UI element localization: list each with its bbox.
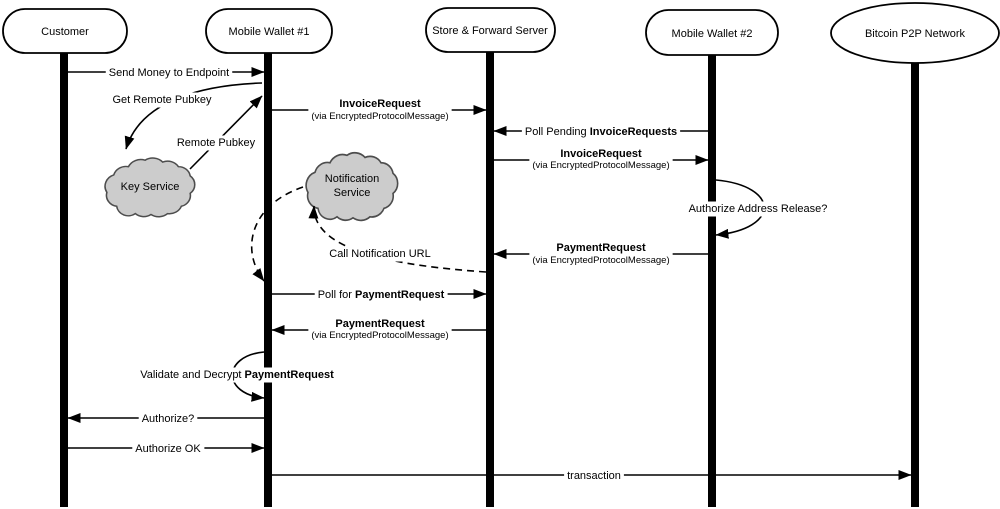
actor-mobile-wallet-1-label: Mobile Wallet #1 <box>228 26 310 38</box>
label-call-notification-url: Call Notification URL <box>329 248 431 260</box>
message-labels <box>106 66 831 484</box>
arrow-notify-wallet <box>252 187 303 281</box>
label-validate-and-decrypt <box>140 369 334 381</box>
label-poll-pending-invoice-requests <box>525 126 677 138</box>
label-part-prefix: Validate and Decrypt <box>140 369 245 381</box>
lifelines <box>60 52 919 507</box>
label-remote-pubkey: Remote Pubkey <box>176 137 256 149</box>
label-payment-request-to-wallet1-sub: (via EncryptedProtocolMessage) <box>311 330 449 341</box>
lifeline-customer <box>60 53 68 507</box>
label-poll-for-payment-request <box>318 289 445 301</box>
label-invoice-request-1-sub: (via EncryptedProtocolMessage) <box>311 111 449 122</box>
actor-mobile-wallet-2-label: Mobile Wallet #2 <box>671 28 753 40</box>
label-authorize-address-release: Authorize Address Release? <box>688 203 828 215</box>
label-invoice-request-2-sub: (via EncryptedProtocolMessage) <box>532 160 670 171</box>
label-transaction: transaction <box>567 470 621 482</box>
notification-service-label-line2: Service <box>333 187 371 199</box>
lifeline-store-forward-server <box>486 52 494 507</box>
actor-customer-label: Customer <box>41 26 89 38</box>
actor-bitcoin-p2p-label: Bitcoin P2P Network <box>864 28 966 40</box>
label-part-prefix: Poll Pending <box>524 126 590 138</box>
label-part-bold: InvoiceRequests <box>589 126 678 138</box>
label-invoice-request-2-title: InvoiceRequest <box>560 148 642 160</box>
lifeline-mobile-wallet-1 <box>264 53 272 507</box>
label-part-bold: PaymentRequest <box>355 289 445 301</box>
label-authorize-question: Authorize? <box>141 413 195 425</box>
lifeline-bitcoin-p2p <box>911 63 919 507</box>
label-authorize-ok: Authorize OK <box>135 443 201 455</box>
actor-store-forward-server-label: Store & Forward Server <box>432 25 548 37</box>
label-send-money: Send Money to Endpoint <box>108 67 230 79</box>
label-payment-request-to-wallet1-title: PaymentRequest <box>335 318 425 330</box>
label-payment-request-to-server-sub: (via EncryptedProtocolMessage) <box>532 255 670 266</box>
label-part-bold: PaymentRequest <box>244 369 334 381</box>
notification-service-label-line1: Notification <box>324 173 380 185</box>
label-invoice-request-1-title: InvoiceRequest <box>339 98 421 110</box>
label-payment-request-to-server-title: PaymentRequest <box>556 242 646 254</box>
label-part-prefix: Poll for <box>317 289 356 301</box>
actor-heads <box>3 3 999 63</box>
key-service-label: Key Service <box>120 181 180 193</box>
service-clouds <box>105 153 398 221</box>
label-get-remote-pubkey: Get Remote Pubkey <box>112 94 212 106</box>
lifeline-mobile-wallet-2 <box>708 55 716 507</box>
